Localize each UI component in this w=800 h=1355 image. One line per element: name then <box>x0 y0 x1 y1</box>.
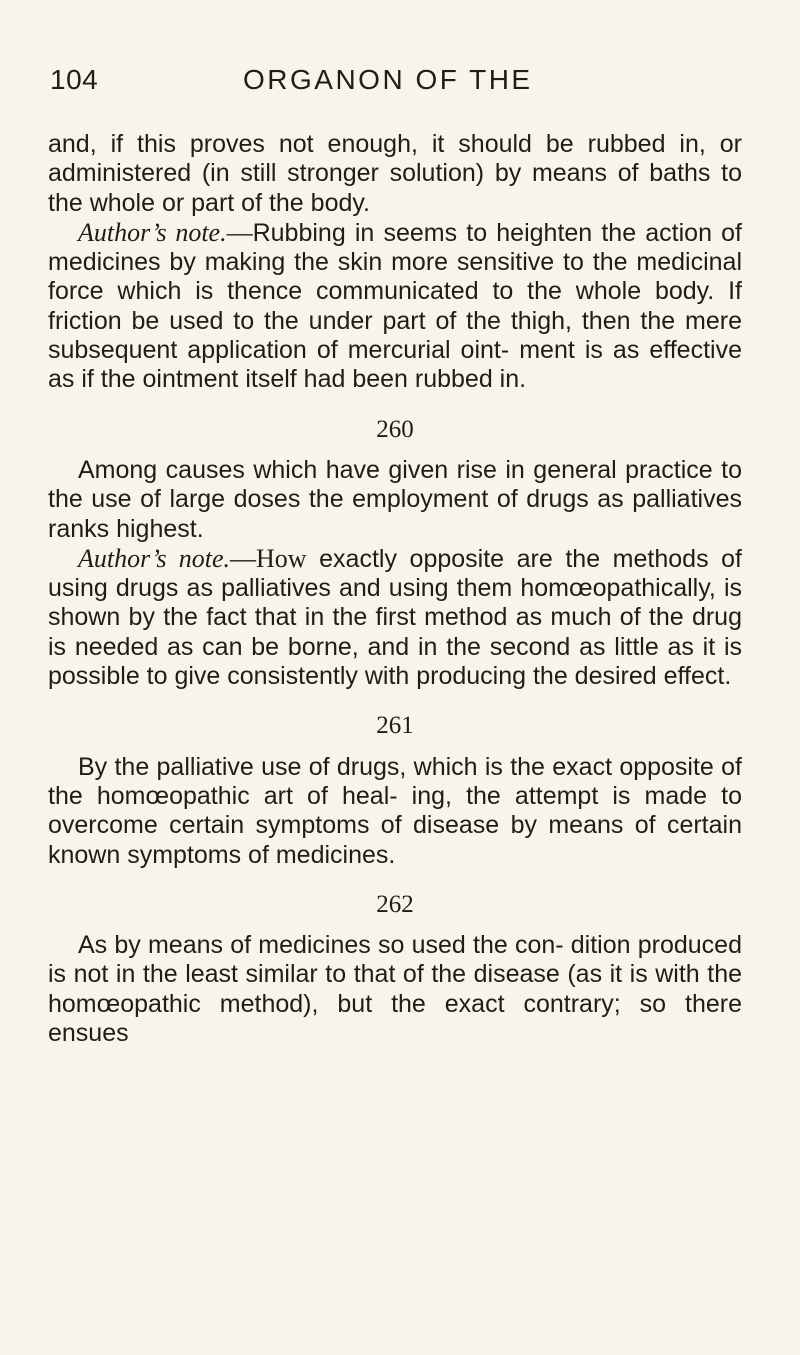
section-text: By the palliative use of drugs, which is the exact opposite of the homœopathic art of heal- ing, the attempt is made to overcome certain symptoms of disease by means of certain known symptoms of medicines. <box>48 752 742 869</box>
authors-note <box>48 218 742 395</box>
note-label: Author’s note. <box>78 217 227 247</box>
page-header <box>50 64 750 104</box>
note-lead: —How <box>230 543 307 573</box>
paragraph-text: and, if this proves not enough, it should be rubbed in, or administered (in still stronger solution) by means of baths to the whole or part of the body. <box>48 130 742 217</box>
section-paragraph <box>48 456 742 544</box>
section-number: 261 <box>376 712 414 740</box>
running-title: ORGANON OF THE <box>243 64 533 95</box>
section-paragraph <box>48 931 742 1048</box>
note-text: exactly opposite are the methods of using drugs as palliatives and using them homœopathically, is shown by the fact that in the first method as much of the drug is needed as can be borne, and in the second as little as it is possible to give consistently with producing the desired effect. <box>48 544 742 691</box>
section-paragraph <box>48 753 742 870</box>
section-number: 262 <box>376 890 414 918</box>
note-label: Author’s note. <box>78 543 231 573</box>
body-text <box>48 130 742 1048</box>
page-number: 104 <box>50 64 99 95</box>
authors-note <box>48 544 742 691</box>
section-text: As by means of medicines so used the con- dition produced is not in the least similar to that of the disease (as it is with the homœopathic method), but the exact contrary; so there ensues <box>48 931 742 1048</box>
paragraph-continuation <box>48 130 742 218</box>
note-text: Rubbing in seems to heighten the action of medicines by making the skin more sensitive to the medicinal force which is thence communicated to the whole body. If friction be used to the under part of the thigh, then the mere subsequent application of mercurial oint- ment is as effective as if the ointment itself had been rubbed in. <box>48 218 742 394</box>
note-dash: — <box>226 217 253 247</box>
section-number: 260 <box>376 415 414 443</box>
section-text: Among causes which have given rise in general practice to the use of large doses the employment of drugs as palliatives ranks highest. <box>48 455 742 543</box>
